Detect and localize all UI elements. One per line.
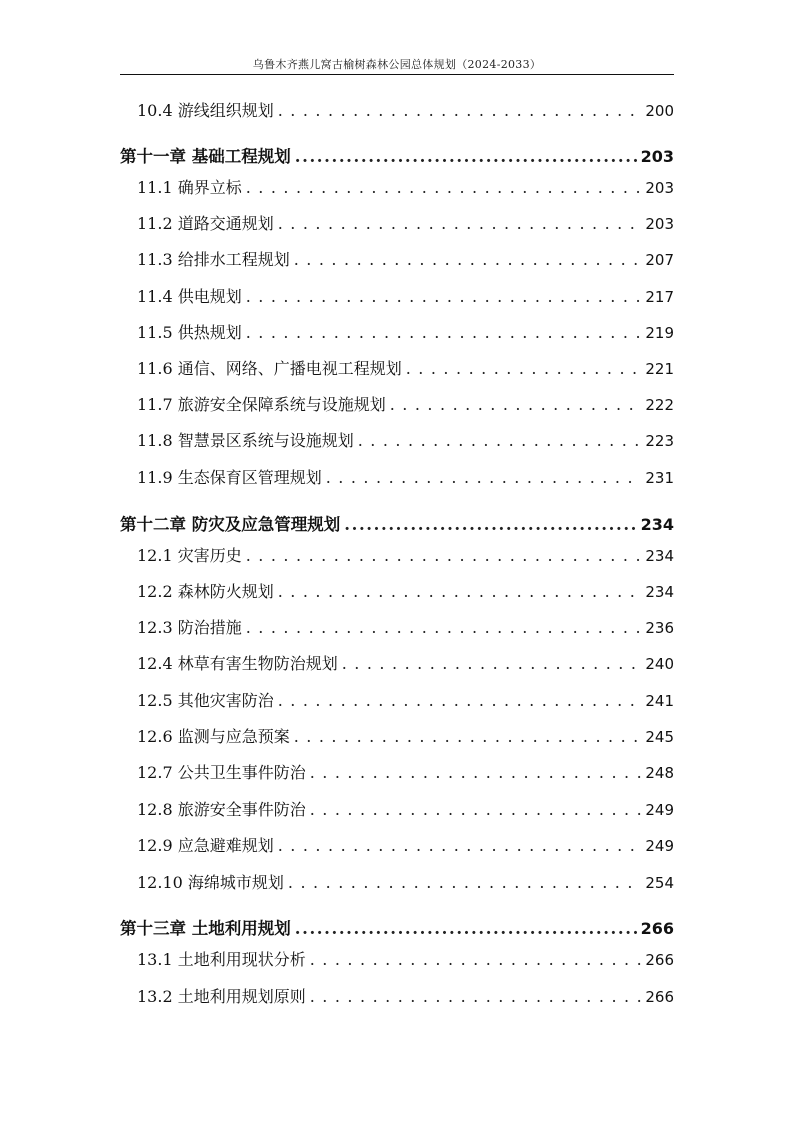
toc-section-entry[interactable] — [137, 615, 674, 639]
dot-leader — [310, 800, 642, 819]
toc-page-number: 254 — [645, 874, 674, 892]
toc-page-number: 203 — [640, 147, 674, 166]
toc-entry-label: 11.3 给排水工程规划 — [137, 250, 290, 269]
toc-page-number: 219 — [645, 324, 674, 342]
toc-entry-label: 11.1 确界立标 — [137, 178, 242, 197]
dot-leader — [278, 691, 642, 710]
toc-page-number: 221 — [645, 360, 674, 378]
dot-leader — [295, 147, 637, 166]
dot-leader — [246, 546, 642, 565]
dot-leader — [294, 727, 642, 746]
toc-section-entry[interactable] — [137, 760, 674, 784]
toc-entry-label: 12.6 监测与应急预案 — [137, 727, 290, 746]
toc-entry-label: 11.7 旅游安全保障系统与设施规划 — [137, 395, 386, 414]
dot-leader — [342, 654, 642, 673]
dot-leader — [310, 950, 642, 969]
toc-entry-label: 11.4 供电规划 — [137, 287, 242, 306]
toc-chapter-entry[interactable] — [120, 143, 674, 167]
dot-leader — [326, 468, 642, 487]
toc-section-entry[interactable] — [137, 947, 674, 971]
toc-section-entry[interactable] — [137, 175, 674, 199]
toc-section-entry[interactable] — [137, 284, 674, 308]
dot-leader — [390, 395, 642, 414]
toc-page-number: 249 — [645, 837, 674, 855]
dot-leader — [278, 836, 642, 855]
toc-entry-label: 12.7 公共卫生事件防治 — [137, 763, 306, 782]
toc-entry-label: 10.4 游线组织规划 — [137, 101, 274, 120]
toc-page-number: 241 — [645, 692, 674, 710]
running-header: 乌鲁木齐燕儿窝古榆树森林公园总体规划（2024-2033） — [252, 58, 542, 71]
toc-entry-label: 11.6 通信、网络、广播电视工程规划 — [137, 359, 402, 378]
toc-entry-label: 第十一章 基础工程规划 — [120, 147, 291, 166]
dot-leader — [246, 287, 642, 306]
toc-section-entry[interactable] — [137, 688, 674, 712]
dot-leader — [310, 763, 642, 782]
toc-entry-label: 12.9 应急避难规划 — [137, 836, 274, 855]
dot-leader — [278, 101, 642, 120]
toc-page-number: 200 — [645, 102, 674, 120]
toc-page-number: 222 — [645, 396, 674, 414]
toc-entry-label: 13.1 土地利用现状分析 — [137, 950, 306, 969]
toc-entry-label: 13.2 土地利用规划原则 — [137, 987, 306, 1006]
toc-section-entry[interactable] — [137, 724, 674, 748]
dot-leader — [358, 431, 642, 450]
toc-section-entry[interactable] — [137, 984, 674, 1008]
toc-page-number: 240 — [645, 655, 674, 673]
toc-section-entry[interactable] — [137, 833, 674, 857]
toc-page-number: 217 — [645, 288, 674, 306]
toc-entry-label: 11.8 智慧景区系统与设施规划 — [137, 431, 354, 450]
toc-page-number: 234 — [640, 515, 674, 534]
toc-entry-label: 第十二章 防灾及应急管理规划 — [120, 515, 341, 534]
toc-section-entry[interactable] — [137, 211, 674, 235]
dot-leader — [246, 323, 642, 342]
toc-section-entry[interactable] — [137, 797, 674, 821]
toc-entry-label: 12.2 森林防火规划 — [137, 582, 274, 601]
toc-entry-label: 12.4 林草有害生物防治规划 — [137, 654, 338, 673]
toc-section-entry[interactable] — [137, 465, 674, 489]
toc-page-number: 249 — [645, 801, 674, 819]
toc-chapter-entry[interactable] — [120, 511, 674, 535]
toc-entry-label: 11.5 供热规划 — [137, 323, 242, 342]
toc-page-number: 236 — [645, 619, 674, 637]
toc-section-entry[interactable] — [137, 651, 674, 675]
toc-entry-label: 11.2 道路交通规划 — [137, 214, 274, 233]
toc-entry-label: 第十三章 土地利用规划 — [120, 919, 291, 938]
toc-entry-label: 12.10 海绵城市规划 — [137, 873, 284, 892]
dot-leader — [246, 618, 642, 637]
dot-leader — [310, 987, 642, 1006]
toc-section-entry[interactable] — [137, 428, 674, 452]
toc-section-entry[interactable] — [137, 247, 674, 271]
toc-entry-label: 11.9 生态保育区管理规划 — [137, 468, 322, 487]
dot-leader — [295, 919, 637, 938]
toc-section-entry[interactable] — [137, 356, 674, 380]
toc-entry-label: 12.8 旅游安全事件防治 — [137, 800, 306, 819]
toc-page-number: 234 — [645, 583, 674, 601]
toc-section-entry[interactable] — [137, 98, 674, 122]
toc-chapter-entry[interactable] — [120, 915, 674, 939]
toc-page-number: 203 — [645, 215, 674, 233]
dot-leader — [288, 873, 641, 892]
toc-page-number: 231 — [645, 469, 674, 487]
toc-page-number: 248 — [645, 764, 674, 782]
toc-section-entry[interactable] — [137, 543, 674, 567]
toc-section-entry[interactable] — [137, 320, 674, 344]
toc-page-number: 266 — [645, 951, 674, 969]
toc-entry-label: 12.3 防治措施 — [137, 618, 242, 637]
toc-page-number: 203 — [645, 179, 674, 197]
toc-page-number: 266 — [645, 988, 674, 1006]
toc-section-entry[interactable] — [137, 392, 674, 416]
toc-entry-label: 12.1 灾害历史 — [137, 546, 242, 565]
dot-leader — [278, 582, 642, 601]
toc-section-entry[interactable] — [137, 870, 674, 894]
toc-page-number: 245 — [645, 728, 674, 746]
toc-section-entry[interactable] — [137, 579, 674, 603]
dot-leader — [246, 178, 642, 197]
dot-leader — [294, 250, 642, 269]
toc-page-number: 207 — [645, 251, 674, 269]
toc-page-number: 223 — [645, 432, 674, 450]
dot-leader — [344, 515, 636, 534]
dot-leader — [406, 359, 642, 378]
toc-page-number: 234 — [645, 547, 674, 565]
toc-page-number: 266 — [640, 919, 674, 938]
toc-entry-label: 12.5 其他灾害防治 — [137, 691, 274, 710]
dot-leader — [278, 214, 642, 233]
